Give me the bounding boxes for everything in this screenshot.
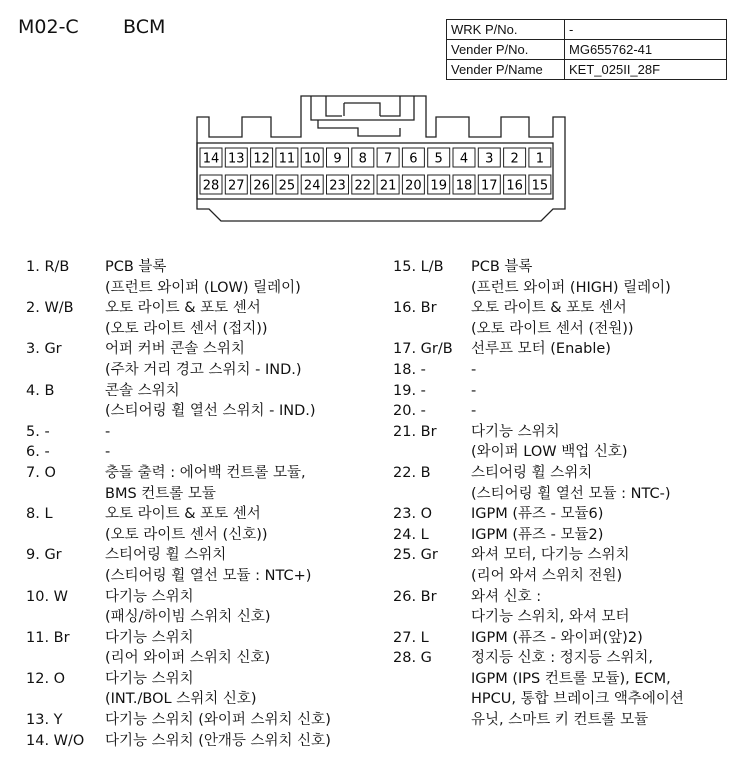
pin-description: IGPM (퓨즈 - 와이퍼(앞)2): [471, 629, 643, 646]
pin-number: 17: [481, 178, 498, 194]
pin-list-row: [26, 319, 331, 340]
pin-list-row: [393, 607, 684, 628]
pin-description: 다기능 스위치 (안개등 스위치 신호): [105, 732, 331, 749]
pin-number: 2: [510, 151, 519, 167]
pin-label: [393, 710, 471, 731]
pin-description: (스티어링 휠 열선 모듈 : NTC-): [471, 485, 671, 502]
pin-label: [26, 689, 105, 710]
pin-list-row: [393, 257, 684, 278]
pin-description: (패싱/하이빔 스위치 신호): [105, 609, 271, 626]
pin-label: 15. L/B: [393, 259, 444, 275]
pin-label: 1. R/B: [26, 259, 70, 275]
pin-list-row: [26, 607, 331, 628]
pin-description: 유닛, 스마트 키 컨트롤 모듈: [471, 712, 649, 729]
pin-label: [26, 401, 105, 422]
pin-number: 11: [278, 151, 296, 167]
pin-description: (INT./BOL 스위치 신호): [105, 691, 257, 708]
pin-number: 18: [455, 178, 473, 194]
pin-number: 10: [303, 151, 321, 167]
pin-list-row: [393, 587, 684, 608]
pin-list-row: [26, 484, 331, 505]
pin-label: [393, 607, 471, 628]
pin-description: (주차 거리 경고 스위치 - IND.): [105, 361, 302, 378]
pin-label: [26, 566, 105, 587]
pin-list-left: [26, 257, 331, 751]
pin-description: IGPM (퓨즈 - 모듈6): [471, 506, 604, 523]
pin-list-row: [26, 463, 331, 484]
pin-number: 4: [459, 151, 469, 167]
pin-label: [26, 607, 105, 628]
pin-description: IGPM (IPS 컨트롤 모듈), ECM,: [471, 670, 671, 687]
connector-latch: [311, 96, 414, 136]
pin-label: 18. -: [393, 361, 426, 378]
pin-description: PCB 블록: [471, 259, 533, 275]
pin-description: 정지등 신호 : 정지등 스위치,: [471, 650, 654, 667]
pin-description: 어퍼 커버 콘솔 스위치: [105, 341, 245, 358]
pin-list-row: [26, 401, 331, 422]
pin-label: 8. L: [26, 506, 53, 523]
pin-number: 9: [333, 151, 342, 167]
pin-number: 16: [506, 178, 523, 194]
pin-description: 스티어링 휠 스위치: [105, 547, 227, 564]
pin-description: 오토 라이트 & 포토 센서: [471, 300, 627, 317]
pin-description: PCB 블록: [105, 259, 167, 275]
pin-label: [393, 278, 471, 299]
pin-label: 22. B: [393, 464, 431, 481]
pin-number: 28: [202, 178, 220, 194]
pin-label: [26, 525, 105, 546]
pin-number: 1: [535, 151, 545, 167]
pin-list-row: [393, 484, 684, 505]
pin-description: -: [471, 382, 477, 399]
pin-list-right: [393, 257, 684, 731]
pin-list-row: [393, 278, 684, 299]
pin-list-row: [393, 360, 684, 381]
pin-label: 6. -: [26, 444, 50, 461]
pin-list-row: [26, 689, 331, 710]
pin-list-row: [393, 401, 684, 422]
info-value: KET_025II_28F: [565, 60, 727, 80]
pin-number: 3: [485, 151, 494, 167]
pin-description: -: [471, 403, 477, 420]
pin-label: 19. -: [393, 382, 426, 399]
pin-number: 13: [228, 151, 245, 167]
pin-label: [26, 319, 105, 340]
pin-label: 7. O: [26, 464, 56, 481]
pin-list-row: [393, 442, 684, 463]
pin-list-row: [26, 566, 331, 587]
pin-list-row: [26, 442, 331, 463]
pin-list-row: [26, 339, 331, 360]
pin-number: 5: [434, 151, 443, 167]
pin-description: (오토 라이트 센서 (전원)): [471, 320, 634, 337]
pin-list-row: [393, 628, 684, 649]
pin-number: 25: [278, 178, 296, 194]
pin-list-row: [26, 731, 331, 752]
pin-list-row: [26, 278, 331, 299]
pin-list-row: [393, 298, 684, 319]
pin-number: 24: [303, 178, 321, 194]
pin-list-row: [26, 298, 331, 319]
pin-list-row: [393, 710, 684, 731]
pin-label: 23. O: [393, 506, 433, 523]
pin-list-row: [393, 381, 684, 402]
pin-description: 다기능 스위치: [105, 629, 194, 646]
pin-label: [26, 278, 105, 299]
pin-list-row: [26, 257, 331, 278]
pin-label: 12. O: [26, 670, 66, 687]
pin-label: 10. W: [26, 588, 69, 605]
pin-description: -: [471, 361, 477, 378]
pin-row-top: [200, 148, 551, 167]
pin-number: 12: [253, 151, 270, 167]
pin-label: [393, 442, 471, 463]
pin-label: [26, 648, 105, 669]
pin-description: (리어 와이퍼 스위치 신호): [105, 650, 271, 667]
pin-description: 다기능 스위치: [471, 423, 560, 440]
pin-description: 충돌 출력 : 에어백 컨트롤 모듈,: [105, 464, 306, 481]
pin-number: 27: [228, 178, 245, 194]
pin-list-row: [393, 339, 684, 360]
pin-list-row: [26, 669, 331, 690]
info-label: Vender P/No.: [447, 40, 565, 60]
pin-label: [393, 566, 471, 587]
pin-list-row: [26, 381, 331, 402]
pin-label: 14. W/O: [26, 732, 85, 749]
pin-list-row: [393, 566, 684, 587]
pin-label: 3. Gr: [26, 341, 62, 358]
pin-label: 2. W/B: [26, 300, 74, 317]
pin-list-row: [26, 710, 331, 731]
pin-list-row: [26, 628, 331, 649]
pin-number: 22: [354, 178, 372, 194]
pin-description: 다기능 스위치: [105, 670, 194, 687]
pin-list-row: [393, 525, 684, 546]
pin-list-row: [26, 360, 331, 381]
pin-label: 25. Gr: [393, 547, 438, 564]
pin-number: 26: [253, 178, 270, 194]
pin-description: (오토 라이트 센서 (접지)): [105, 320, 268, 337]
pin-description: (오토 라이트 센서 (신호)): [105, 526, 268, 543]
pin-list-row: [393, 689, 684, 710]
info-label: WRK P/No.: [447, 20, 565, 40]
pin-label: [393, 319, 471, 340]
pin-label: 28. G: [393, 650, 432, 667]
pin-label: [393, 484, 471, 505]
pin-description: 선루프 모터 (Enable): [471, 341, 611, 358]
pin-number: 19: [430, 178, 447, 194]
pin-number: 8: [358, 151, 367, 167]
pin-list-row: [393, 648, 684, 669]
pin-description: (프런트 와이퍼 (LOW) 릴레이): [105, 279, 301, 296]
pin-description: 와셔 신호 :: [471, 588, 542, 605]
pin-description: (와이퍼 LOW 백업 신호): [471, 444, 628, 461]
pin-label: 16. Br: [393, 300, 437, 317]
pin-label: [26, 360, 105, 381]
connector-code: M02-C: [18, 16, 79, 38]
pin-label: [393, 689, 471, 710]
pin-list-row: [393, 463, 684, 484]
pin-number: 15: [531, 178, 549, 194]
pin-label: 24. L: [393, 526, 429, 543]
pin-number: 21: [379, 178, 397, 194]
module-name: BCM: [123, 16, 166, 38]
pin-list-row: [26, 587, 331, 608]
pin-label: 9. Gr: [26, 547, 62, 564]
pin-label: [26, 484, 105, 505]
pin-list-row: [26, 545, 331, 566]
pin-number: 20: [405, 178, 422, 194]
pin-label: [393, 669, 471, 690]
pin-list-row: [26, 525, 331, 546]
pin-description: 다기능 스위치, 와셔 모터: [471, 609, 630, 626]
pin-description: 다기능 스위치: [105, 588, 194, 605]
pin-description: 오토 라이트 & 포토 센서: [105, 300, 261, 317]
pin-number: 7: [383, 151, 393, 167]
pin-number: 14: [202, 151, 220, 167]
pin-description: (스티어링 휠 열선 스위치 - IND.): [105, 403, 316, 420]
pin-list-row: [393, 422, 684, 443]
pin-label: 5. -: [26, 423, 50, 440]
info-label: Vender P/Name: [447, 60, 565, 80]
pin-description: -: [105, 423, 111, 440]
pin-description: HPCU, 통합 브레이크 액추에이션: [471, 691, 684, 708]
pin-label: 21. Br: [393, 423, 437, 440]
pin-list-row: [393, 669, 684, 690]
pin-description: BMS 컨트롤 모듈: [105, 485, 216, 502]
pin-label: 27. L: [393, 629, 429, 646]
pin-description: 오토 라이트 & 포토 센서: [105, 506, 261, 523]
pin-description: IGPM (퓨즈 - 모듈2): [471, 526, 604, 543]
pin-list-row: [393, 319, 684, 340]
pin-number: 23: [329, 178, 346, 194]
info-value: -: [565, 20, 727, 40]
pin-description: 다기능 스위치 (와이퍼 스위치 신호): [105, 712, 331, 729]
pin-description: 스티어링 휠 스위치: [471, 464, 593, 481]
pin-row-bottom: [200, 175, 551, 194]
pin-list-row: [393, 504, 684, 525]
pin-description: -: [105, 444, 111, 461]
pin-description: (프런트 와이퍼 (HIGH) 릴레이): [471, 279, 671, 296]
pin-description: 와셔 모터, 다기능 스위치: [471, 547, 630, 564]
pin-list-row: [26, 648, 331, 669]
pin-number: 6: [409, 151, 418, 167]
connector-diagram: [0, 0, 739, 250]
pin-label: 20. -: [393, 403, 426, 420]
pin-list-row: [26, 422, 331, 443]
pin-label: 4. B: [26, 382, 55, 399]
pin-label: 11. Br: [26, 629, 70, 646]
pin-label: 17. Gr/B: [393, 341, 453, 358]
pin-description: (스티어링 휠 열선 모듈 : NTC+): [105, 567, 312, 584]
pin-label: 13. Y: [26, 712, 63, 729]
pin-list-row: [393, 545, 684, 566]
pin-description: (리어 와셔 스위치 전원): [471, 567, 623, 584]
pin-label: 26. Br: [393, 588, 437, 605]
info-value: MG655762-41: [565, 40, 727, 60]
pin-list-row: [26, 504, 331, 525]
pin-description: 콘솔 스위치: [105, 382, 180, 399]
